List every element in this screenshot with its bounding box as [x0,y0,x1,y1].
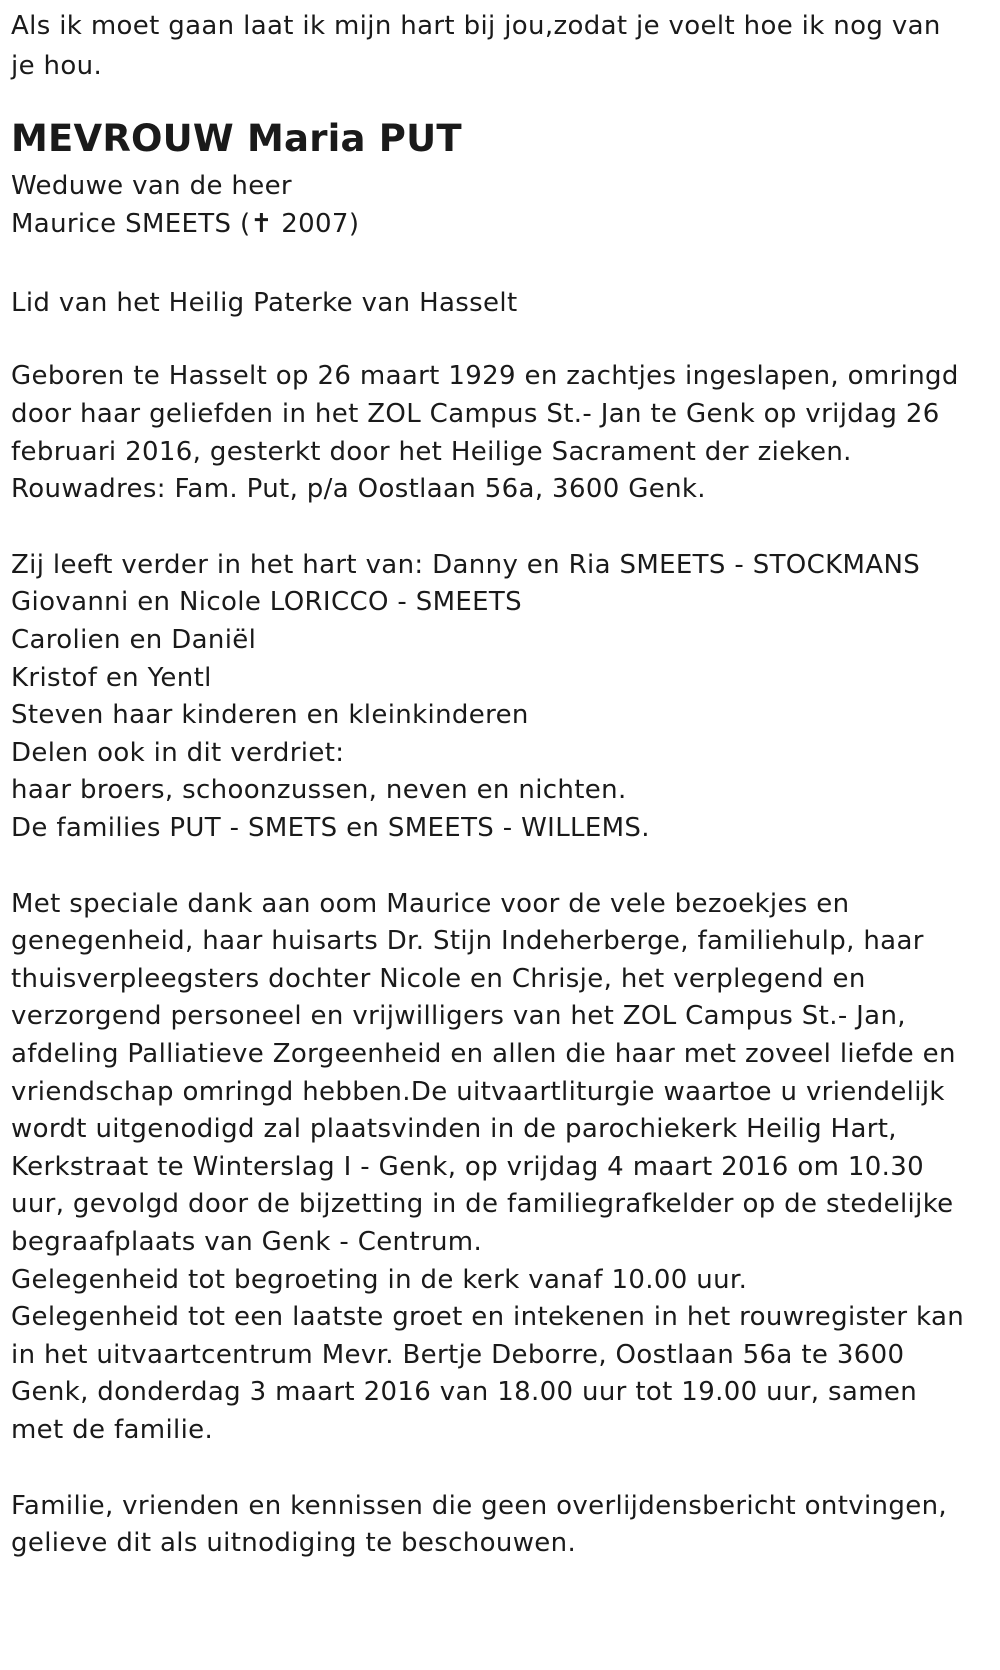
family-line: Zij leeft verder in het hart van: Danny en Ria SMEETS - STOCKMANS [11,549,921,580]
thanks-and-funeral-text: Met speciale dank aan oom Maurice voor de vele bezoekjes en genegenheid, haar huisarts Dr. Stijn Indeherberge, familiehulp, haar thuisverpleegsters dochter Nicole en Chrisje, het verplegend en verzorgend personeel en vrijwilligers van het ZOL Campus St.- Jan, afdeling Palliatieve Zorgeenheid en allen die haar met zoveel liefde en vriendschap omringd hebben.De uitvaartliturgie waartoe u vriendelijk wordt uitgenodigd zal plaatsvinden in de parochiekerk Heilig Hart, Kerkstraat te Winterslag I - Genk, op vrijdag 4 maart 2016 om 10.30 uur, gevolgd door de bijzetting in de familiegrafkelder op de stedelijke begraafplaats van Genk - Centrum. [11,888,956,1257]
mourning-address: Rouwadres: Fam. Put, p/a Oostlaan 56a, 3600 Genk. [11,474,706,505]
family-list [11,547,988,848]
widow-of-block [11,167,988,245]
deceased-name: MEVROUW Maria PUT [11,116,462,160]
church-greeting-text: Gelegenheid tot begroeting in de kerk vanaf 10.00 uur. [11,1264,748,1295]
family-line: Delen ook in dit verdriet: [11,737,345,768]
family-line: Carolien en Daniël [11,625,257,656]
family-line: Steven haar kinderen en kleinkinderen [11,700,529,731]
last-greeting-text: Gelegenheid tot een laatste groet en intekenen in het rouwregister kan in het uitvaartcentrum Mevr. Bertje Deborre, Oostlaan 56a te 3600 Genk, donderdag 3 maart 2016 van 18.00 uur tot 19.00 uur, samen met de familie. [11,1302,965,1445]
widow-of-line: Weduwe van de heer [11,170,292,201]
family-line: Giovanni en Nicole LORICCO - SMEETS [11,587,523,618]
family-line: haar broers, schoonzussen, neven en nichten. [11,775,627,806]
family-line: De families PUT - SMETS en SMEETS - WILLEMS. [11,813,650,844]
family-line: Kristof en Yentl [11,662,212,693]
motto-text: Als ik moet gaan laat ik mijn hart bij jou,zodat je voelt hoe ik nog van je hou. [11,11,941,82]
spouse-line: Maurice SMEETS (✝ 2007) [11,209,360,240]
invitation-text: Familie, vrienden en kennissen die geen overlijdensbericht ontvingen, gelieve dit als uitnodiging te beschouwen. [11,1490,948,1559]
membership-text: Lid van het Heilig Paterke van Hasselt [11,288,518,319]
birth-death-text: Geboren te Hasselt op 26 maart 1929 en zachtjes ingeslapen, omringd door haar geliefden in het ZOL Campus St.- Jan te Genk op vrijdag 26 februari 2016, gesterkt door het Heilige Sacrament der zieken. [11,361,959,467]
